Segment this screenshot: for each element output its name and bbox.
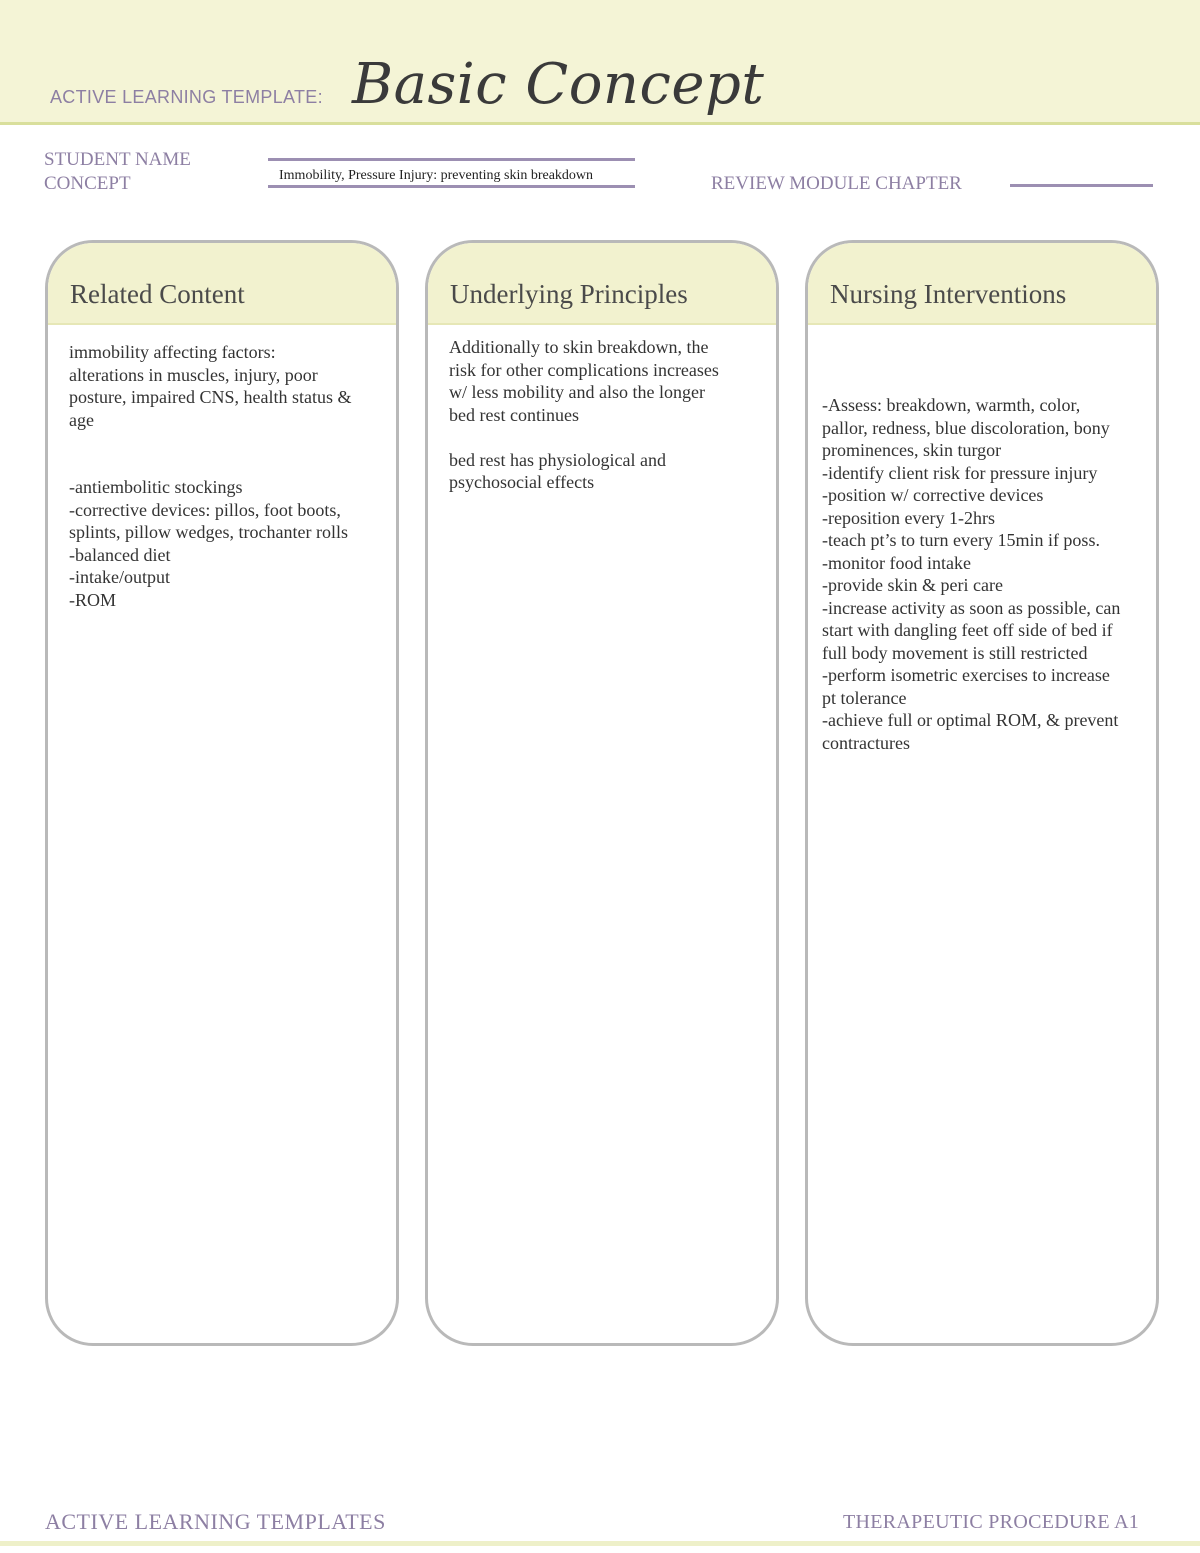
card-body-nursing-interventions: -Assess: breakdown, warmth, color, pallor, redness, blue discoloration, bony prominences, skin turgor -identify client risk for pressure injury -position w/ corrective devices -reposition every 1-2hrs -teach pt’s to turn every 15min if poss. -monitor food intake -provide skin & peri care -increase activity as soon as possible, can start with dangling feet off side of bed if full body movement is still restricted -perform isometric exercises to increase pt tolerance -achieve full or optimal ROM, & prevent contractures [822, 395, 1121, 753]
card-body-related-content: immobility affecting factors: alterations in muscles, injury, poor posture, impaired CNS, health status & age -antiembolitic stockings -corrective devices: pillos, foot boots, splints, pillow wedges, trochanter rolls -balanced diet -intake/output -ROM [69, 342, 352, 610]
card-underlying-principles [425, 240, 779, 1346]
template-title: Basic Concept [352, 52, 765, 117]
header-divider [0, 122, 1200, 125]
concept-line [268, 185, 635, 188]
student-name-label: STUDENT NAME [44, 149, 191, 170]
footer-divider [0, 1541, 1200, 1546]
card-title-related-content: Related Content [48, 243, 396, 325]
card-nursing-interventions [805, 240, 1159, 1346]
footer-right-label: THERAPEUTIC PROCEDURE A1 [843, 1511, 1140, 1533]
card-title-nursing-interventions: Nursing Interventions [808, 243, 1156, 325]
footer-left-label: ACTIVE LEARNING TEMPLATES [45, 1509, 386, 1534]
concept-label: CONCEPT [44, 173, 131, 194]
card-related-content [45, 240, 399, 1346]
template-label: ACTIVE LEARNING TEMPLATE: [50, 87, 323, 107]
concept-value: Immobility, Pressure Injury: preventing skin breakdown [279, 168, 594, 183]
review-module-label: REVIEW MODULE CHAPTER [711, 173, 962, 194]
card-title-underlying-principles: Underlying Principles [428, 243, 776, 325]
student-name-line [268, 158, 635, 161]
card-body-underlying-principles: Additionally to skin breakdown, the risk for other complications increases w/ less mobility and also the longer bed rest continues bed rest has physiological and psychosocial effects [449, 337, 719, 492]
review-module-line [1010, 184, 1153, 187]
